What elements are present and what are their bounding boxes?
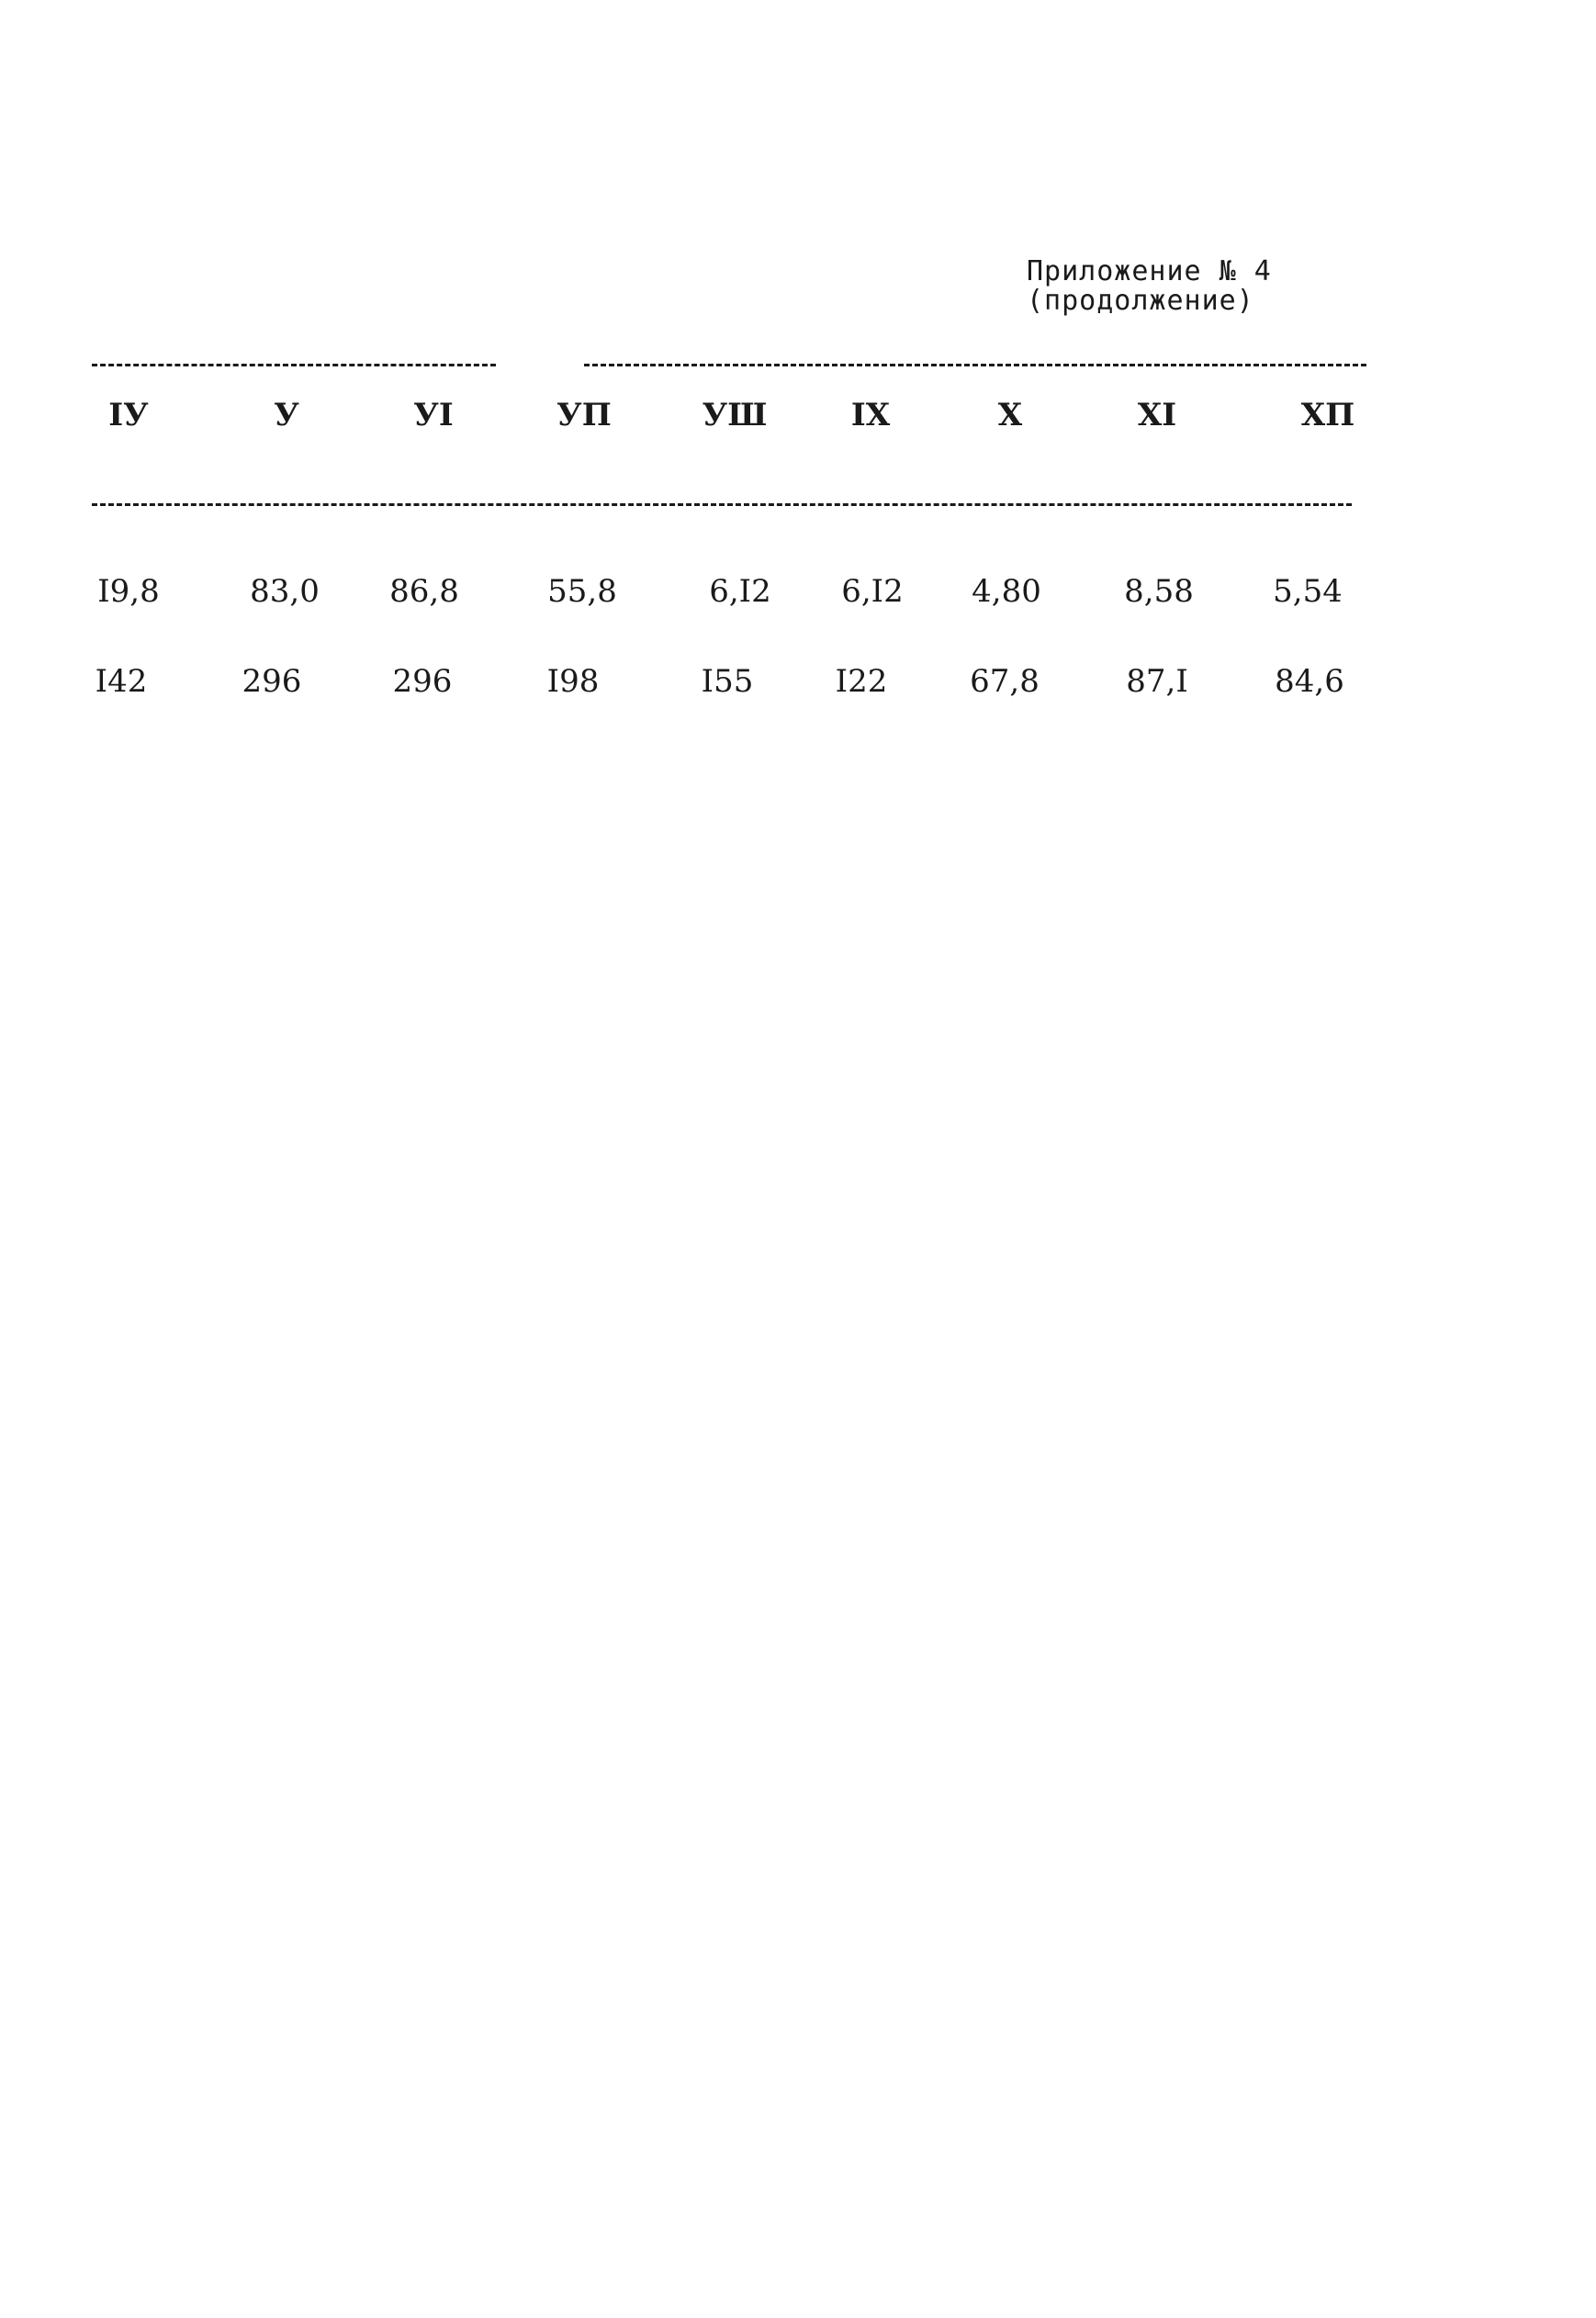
column-header: IX [850, 397, 891, 433]
table-cell: I9,8 [97, 573, 160, 610]
table-cell: I22 [835, 663, 888, 700]
table-cell: 84,6 [1275, 663, 1344, 700]
column-header: УП [556, 397, 612, 433]
table-cell: 86,8 [389, 573, 459, 610]
column-header: X [997, 397, 1023, 433]
table-cell: I98 [546, 663, 600, 700]
column-header: XI [1137, 397, 1177, 433]
table-top-rule-right [584, 364, 1366, 366]
table-cell: 5,54 [1273, 573, 1343, 610]
table-cell: 6,I2 [709, 573, 771, 610]
table-cell: I55 [701, 663, 754, 700]
column-header: УШ [702, 397, 768, 433]
table-cell: 6,I2 [841, 573, 904, 610]
column-header: IУ [108, 397, 149, 433]
table-cell: 87,I [1126, 663, 1188, 700]
appendix-title: Приложение № 4 [1027, 255, 1272, 287]
column-header: У [274, 397, 299, 433]
table-cell: 55,8 [547, 573, 617, 610]
appendix-heading [1027, 257, 1272, 316]
table-cell: 8,58 [1124, 573, 1194, 610]
table-cell: I42 [95, 663, 148, 700]
table-cell: 4,80 [972, 573, 1041, 610]
table-cell: 296 [392, 663, 453, 700]
table-header-rule [92, 503, 1352, 506]
column-header: УI [413, 397, 454, 433]
table-cell: 296 [242, 663, 302, 700]
appendix-continuation: (продолжение) [1027, 285, 1254, 317]
table-top-rule-left [92, 364, 496, 366]
table-cell: 67,8 [970, 663, 1040, 700]
table-cell: 83,0 [250, 573, 320, 610]
column-header: XП [1300, 397, 1355, 433]
